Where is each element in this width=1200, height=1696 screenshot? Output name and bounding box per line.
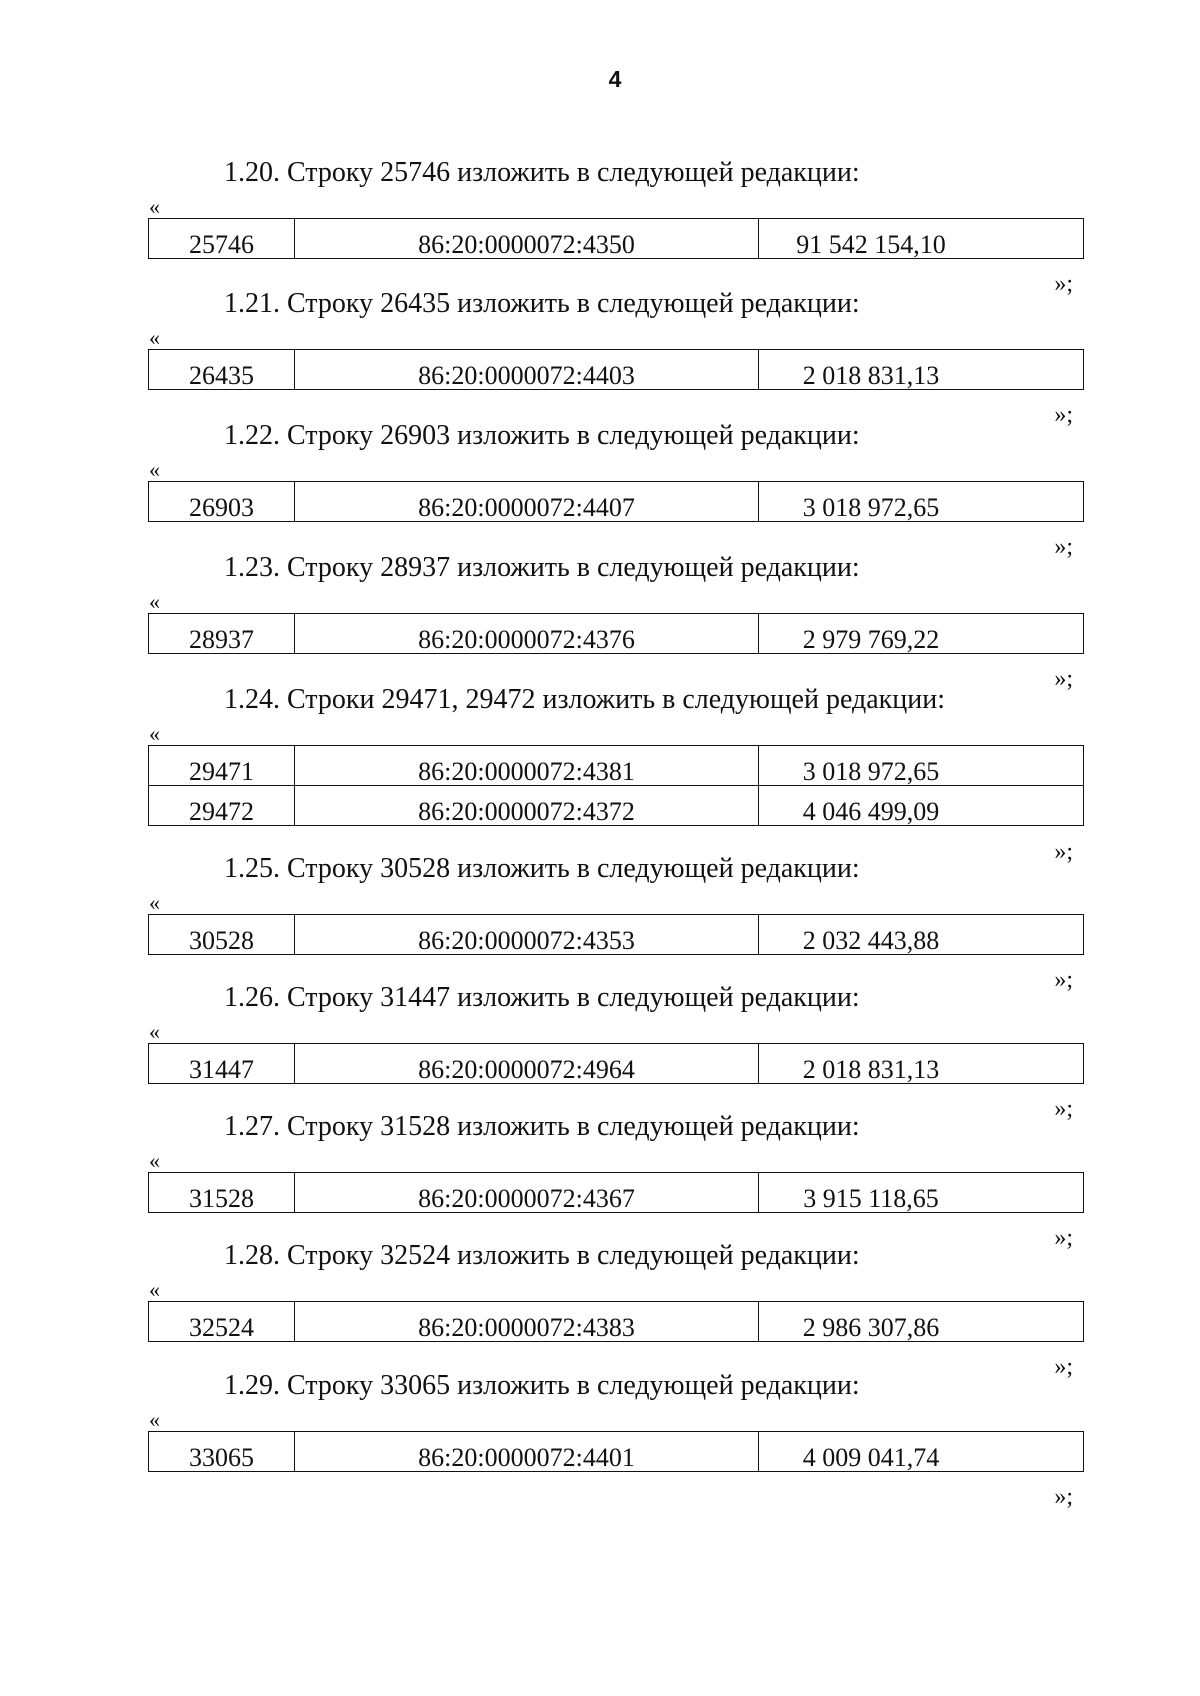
replacement-row-table: [148, 481, 1084, 522]
closing-quote-mark: »;: [1054, 534, 1073, 560]
cadastral-number-cell: 86:20:0000072:4407: [295, 482, 759, 522]
closing-quote-mark: »;: [1054, 271, 1073, 297]
opening-quote-mark: «: [149, 1148, 160, 1173]
row-number-cell: 29471: [149, 746, 295, 786]
cadastral-number-cell: 86:20:0000072:4350: [295, 219, 759, 259]
cadastral-value-cell: 4 009 041,74: [759, 1432, 1084, 1472]
row-number-cell: 33065: [149, 1432, 295, 1472]
opening-quote-mark: «: [149, 1019, 160, 1044]
closing-quote-mark: »;: [1054, 666, 1073, 692]
table-row: [149, 915, 1084, 955]
cadastral-value-cell: 3 915 118,65: [759, 1173, 1084, 1213]
closing-quote-mark: »;: [1054, 1225, 1073, 1251]
section-heading: 1.25. Строку 30528 изложить в следующей редакции:: [224, 853, 860, 884]
replacement-row-table: [148, 745, 1084, 826]
replacement-row-table: [148, 613, 1084, 654]
cadastral-number-cell: 86:20:0000072:4383: [295, 1302, 759, 1342]
table-row: [149, 786, 1084, 826]
opening-quote-mark: «: [149, 1407, 160, 1432]
cadastral-number-cell: 86:20:0000072:4403: [295, 350, 759, 390]
cadastral-value-cell: 4 046 499,09: [759, 786, 1084, 826]
section-heading: 1.24. Строки 29471, 29472 изложить в следующей редакции:: [224, 684, 946, 715]
table-row: [149, 614, 1084, 654]
replacement-row-table: [148, 349, 1084, 390]
row-number-cell: 28937: [149, 614, 295, 654]
table-row: [149, 1173, 1084, 1213]
table-row: [149, 350, 1084, 390]
section-heading: 1.28. Строку 32524 изложить в следующей редакции:: [224, 1240, 860, 1271]
opening-quote-mark: «: [149, 194, 160, 219]
replacement-row-table: [148, 1301, 1084, 1342]
cadastral-number-cell: 86:20:0000072:4376: [295, 614, 759, 654]
section-heading: 1.22. Строку 26903 изложить в следующей редакции:: [224, 420, 860, 451]
section-heading: 1.23. Строку 28937 изложить в следующей редакции:: [224, 552, 860, 583]
closing-quote-mark: »;: [1054, 839, 1073, 865]
opening-quote-mark: «: [149, 589, 160, 614]
cadastral-value-cell: 2 979 769,22: [759, 614, 1084, 654]
row-number-cell: 31528: [149, 1173, 295, 1213]
cadastral-number-cell: 86:20:0000072:4367: [295, 1173, 759, 1213]
row-number-cell: 30528: [149, 915, 295, 955]
section-heading: 1.29. Строку 33065 изложить в следующей редакции:: [224, 1370, 860, 1401]
closing-quote-mark: »;: [1054, 402, 1073, 428]
section-heading: 1.20. Строку 25746 изложить в следующей редакции:: [224, 157, 860, 188]
opening-quote-mark: «: [149, 325, 160, 350]
cadastral-value-cell: 2 032 443,88: [759, 915, 1084, 955]
cadastral-number-cell: 86:20:0000072:4401: [295, 1432, 759, 1472]
row-number-cell: 32524: [149, 1302, 295, 1342]
section-heading: 1.21. Строку 26435 изложить в следующей редакции:: [224, 288, 860, 319]
table-row: [149, 482, 1084, 522]
cadastral-number-cell: 86:20:0000072:4381: [295, 746, 759, 786]
closing-quote-mark: »;: [1054, 1484, 1073, 1510]
row-number-cell: 31447: [149, 1044, 295, 1084]
opening-quote-mark: «: [149, 457, 160, 482]
replacement-row-table: [148, 1172, 1084, 1213]
closing-quote-mark: »;: [1054, 967, 1073, 993]
row-number-cell: 25746: [149, 219, 295, 259]
closing-quote-mark: »;: [1054, 1096, 1073, 1122]
cadastral-number-cell: 86:20:0000072:4353: [295, 915, 759, 955]
row-number-cell: 26903: [149, 482, 295, 522]
cadastral-value-cell: 2 018 831,13: [759, 350, 1084, 390]
table-row: [149, 1044, 1084, 1084]
cadastral-value-cell: 91 542 154,10: [759, 219, 1084, 259]
replacement-row-table: [148, 1043, 1084, 1084]
cadastral-value-cell: 3 018 972,65: [759, 482, 1084, 522]
page-number: 4: [608, 66, 622, 92]
replacement-row-table: [148, 914, 1084, 955]
cadastral-value-cell: 3 018 972,65: [759, 746, 1084, 786]
cadastral-number-cell: 86:20:0000072:4372: [295, 786, 759, 826]
opening-quote-mark: «: [149, 721, 160, 746]
replacement-row-table: [148, 1431, 1084, 1472]
section-heading: 1.26. Строку 31447 изложить в следующей редакции:: [224, 982, 860, 1013]
cadastral-number-cell: 86:20:0000072:4964: [295, 1044, 759, 1084]
opening-quote-mark: «: [149, 1277, 160, 1302]
table-row: [149, 746, 1084, 786]
table-row: [149, 1432, 1084, 1472]
opening-quote-mark: «: [149, 890, 160, 915]
table-row: [149, 219, 1084, 259]
row-number-cell: 29472: [149, 786, 295, 826]
section-heading: 1.27. Строку 31528 изложить в следующей редакции:: [224, 1111, 860, 1142]
table-row: [149, 1302, 1084, 1342]
closing-quote-mark: »;: [1054, 1354, 1073, 1380]
cadastral-value-cell: 2 986 307,86: [759, 1302, 1084, 1342]
row-number-cell: 26435: [149, 350, 295, 390]
cadastral-value-cell: 2 018 831,13: [759, 1044, 1084, 1084]
replacement-row-table: [148, 218, 1084, 259]
